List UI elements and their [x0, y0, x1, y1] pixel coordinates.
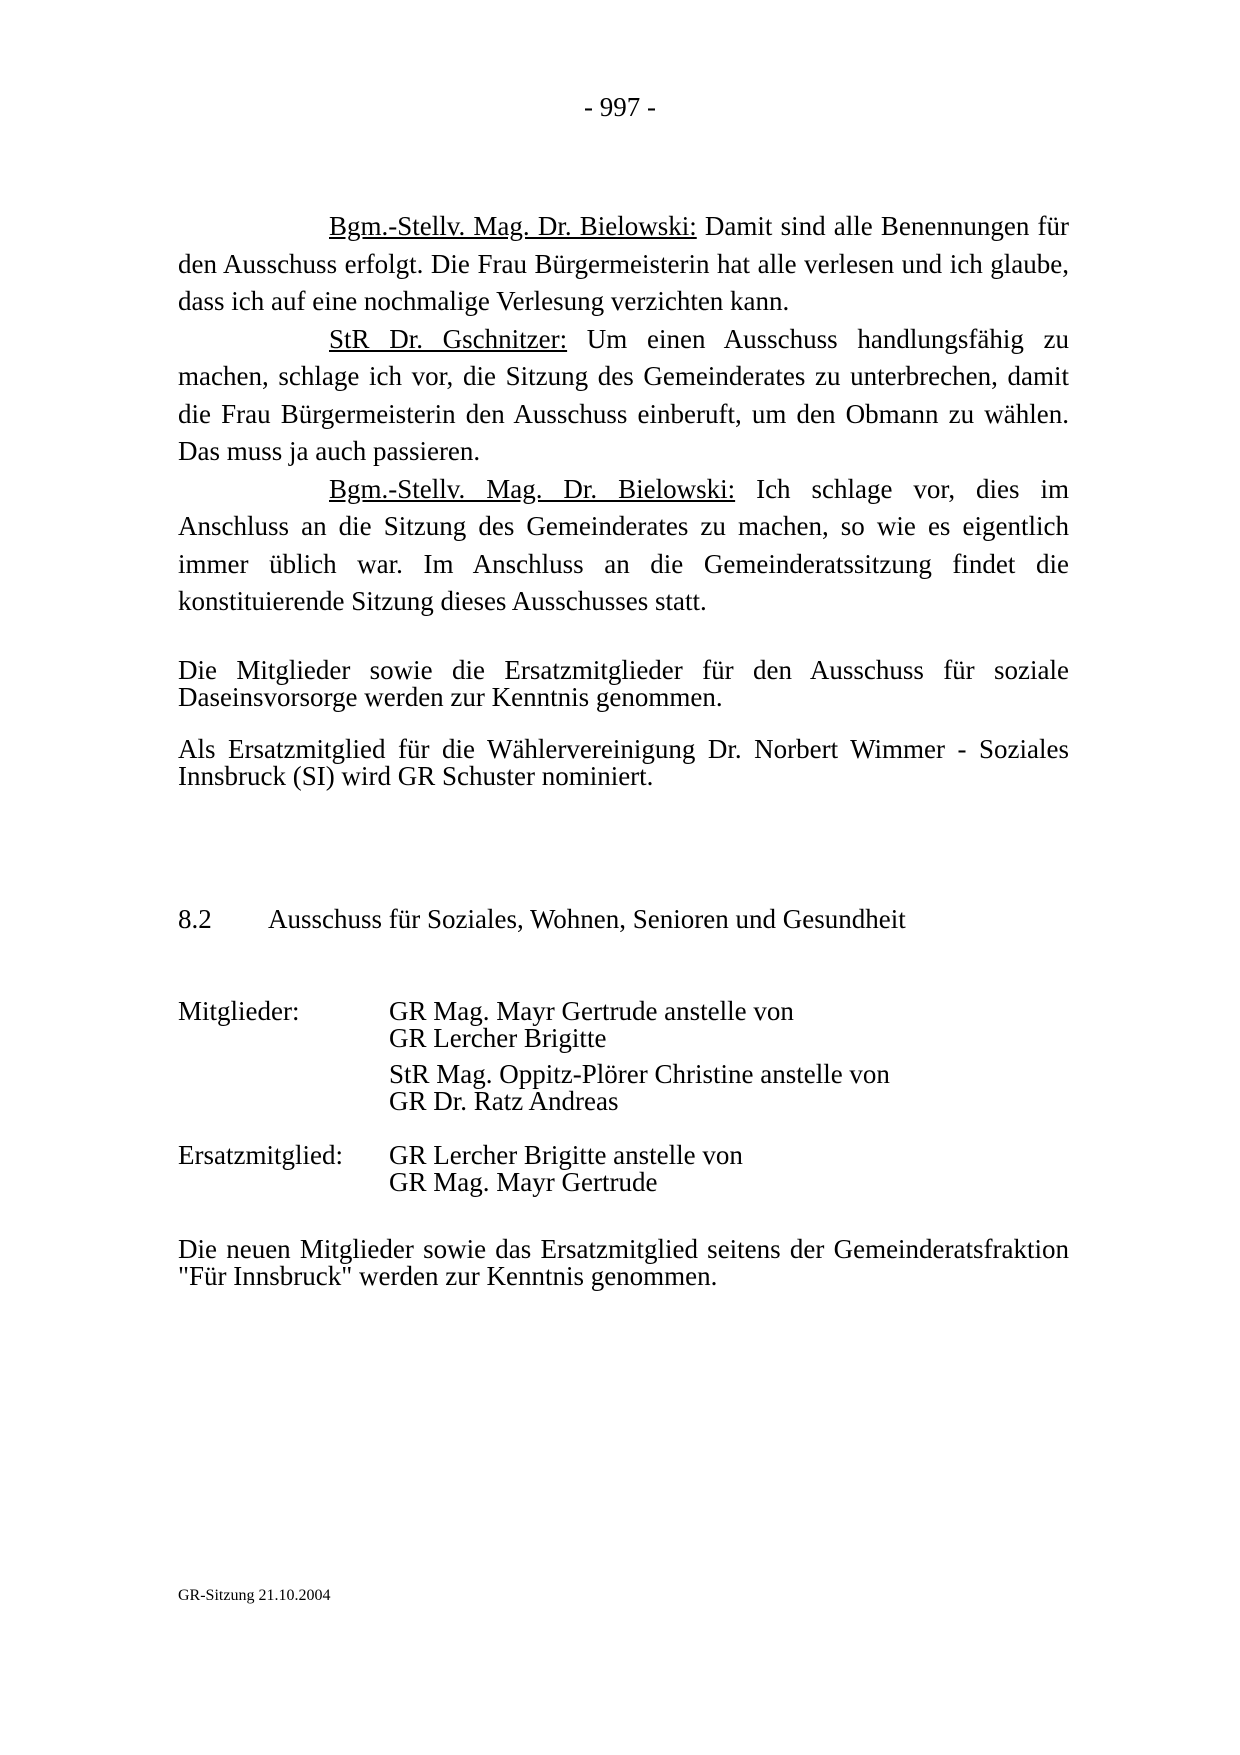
substitute-list: [389, 1142, 1078, 1205]
member-line: GR Mag. Mayr Gertrude anstelle von: [389, 996, 794, 1026]
resolution-text: Als Ersatzmitglied für die Wählervereinigung Dr. Norbert Wimmer - Soziales Innsbruck (SI) wird GR Schuster nominiert.: [178, 734, 1069, 791]
footer-session-date: GR-Sitzung 21.10.2004: [178, 1587, 331, 1604]
agenda-item-number: 8.2: [178, 904, 212, 934]
member-line: GR Dr. Ratz Andreas: [389, 1086, 619, 1116]
resolution-text: Die Mitglieder sowie die Ersatzmitglieder für den Ausschuss für soziale Daseinsvorsorge werden zur Kenntnis genommen.: [178, 655, 1069, 712]
member-line: GR Lercher Brigitte: [389, 1023, 607, 1053]
substitute-line: GR Lercher Brigitte anstelle von: [389, 1140, 743, 1170]
speech-text: Damit sind alle Benennungen für den Ausschuss erfolgt. Die Frau Bürgermeisterin hat alle verlesen und ich glaube, dass ich auf eine nochmalige Verlesung verzichten kann.: [178, 211, 1069, 316]
substitute-line: GR Mag. Mayr Gertrude: [389, 1167, 658, 1197]
substitute-entry: [389, 1142, 1078, 1196]
speech-text: Ich schlage vor, dies im Anschluss an die Sitzung des Gemeinderates zu machen, so wie es eigentlich immer üblich war. Im Anschluss an die Gemeinderatssitzung findet die konstituierende Sitzung dieses Ausschusses statt.: [178, 473, 1070, 616]
substitute-label: Ersatzmitglied:: [178, 1140, 343, 1170]
resolution-block: [178, 736, 1069, 790]
speech-text: Um einen Ausschuss handlungsfähig zu machen, schlage ich vor, die Sitzung des Gemeinderates zu unterbrechen, damit die Frau Bürgermeisterin den Ausschuss einberuft, um den Obmann zu wählen. Das muss ja auch passieren.: [178, 323, 1069, 466]
members-label: Mitglieder:: [178, 996, 300, 1026]
member-line: StR Mag. Oppitz-Plörer Christine anstelle von: [389, 1059, 890, 1089]
speaker-name: Bgm.-Stellv. Mag. Dr. Bielowski:: [329, 211, 697, 241]
speech-section: [178, 208, 1069, 621]
resolution-text: Die neuen Mitglieder sowie das Ersatzmitglied seitens der Gemeinderatsfraktion "Für Innsbruck" werden zur Kenntnis genommen.: [178, 1234, 1069, 1291]
committee-roles: [178, 998, 1078, 1205]
page-number: - 997 -: [584, 92, 656, 122]
substitute-group: [178, 1142, 1078, 1205]
speech-paragraph: [178, 208, 1069, 321]
speaker-name: Bgm.-Stellv. Mag. Dr. Bielowski:: [329, 473, 736, 504]
agenda-item-title: Ausschuss für Soziales, Wohnen, Senioren und Gesundheit: [268, 904, 906, 934]
speech-paragraph: [178, 471, 1069, 621]
members-group: [178, 998, 1078, 1124]
member-entry: [389, 998, 1078, 1052]
agenda-item: [178, 906, 923, 933]
speech-paragraph: [178, 321, 1069, 471]
speaker-name: StR Dr. Gschnitzer:: [329, 323, 568, 354]
member-entry: [389, 1061, 1078, 1115]
resolution-block: [178, 1236, 1069, 1290]
members-list: [389, 998, 1078, 1124]
resolution-block: [178, 657, 1069, 711]
